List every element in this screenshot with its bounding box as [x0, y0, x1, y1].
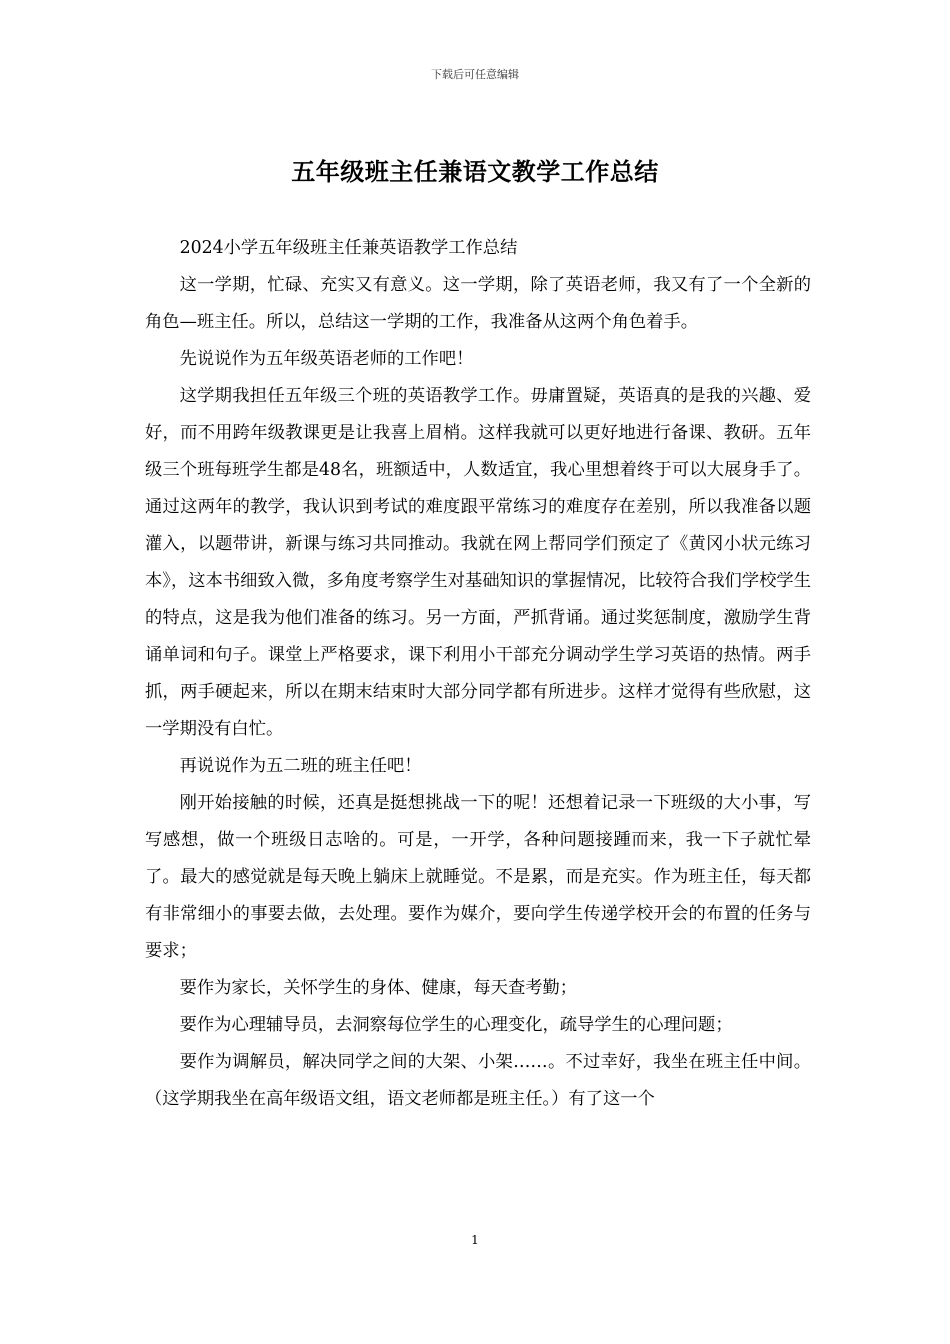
paragraph: 刚开始接触的时候，还真是挺想挑战一下的呢！还想着记录一下班级的大小事，写写感想，做一个班级日志啥的。可是，一开学，各种问题接踵而来，我一下子就忙晕了。最大的感觉就是每天晚上躺床上就睡觉。不是累，而是充实。作为班主任，每天都有非常细小的事要去做，去处理。要作为媒介，要向学生传递学校开会的布置的任务与要求； [145, 793, 811, 961]
paragraph: 2024小学五年级班主任兼英语教学工作总结 [179, 238, 518, 258]
document-title: 五年级班主任兼语文教学工作总结 [291, 157, 659, 186]
paragraph: 先说说作为五年级英语老师的工作吧！ [179, 349, 474, 369]
paragraph: 要作为调解员，解决同学之间的大架、小架……。不过幸好，我坐在班主任中间。（这学期我坐在高年级语文组，语文老师都是班主任。）有了这一个 [145, 1052, 811, 1109]
paragraph: 这学期我担任五年级三个班的英语教学工作。毋庸置疑，英语真的是我的兴趣、爱好，而不用跨年级教课更是让我喜上眉梢。这样我就可以更好地进行备课、教研。五年级三个班每班学生都是48名，班额适中，人数适宜，我心里想着终于可以大展身手了。通过这两年的教学，我认识到考试的难度跟平常练习的难度存在差别，所以我准备以题灌入，以题带讲，新课与练习共同推动。我就在网上帮同学们预定了《黄冈小状元练习本》，这本书细致入微，多角度考察学生对基础知识的掌握情况，比较符合我们学校学生的特点，这是我为他们准备的练习。另一方面，严抓背诵。通过奖惩制度，激励学生背诵单词和句子。课堂上严格要求，课下利用小干部充分调动学生学习英语的热情。两手抓，两手硬起来，所以在期末结束时大部分同学都有所进步。这样才觉得有些欣慰，这一学期没有白忙。 [145, 386, 811, 739]
paragraph: 这一学期，忙碌、充实又有意义。这一学期，除了英语老师，我又有了一个全新的角色—班主任。所以，总结这一学期的工作，我准备从这两个角色着手。 [145, 275, 811, 332]
page-number: 1 [471, 1233, 479, 1247]
paragraph: 要作为家长，关怀学生的身体、健康，每天查考勤； [179, 978, 578, 998]
header-note: 下载后可任意编辑 [431, 68, 519, 81]
paragraph: 要作为心理辅导员，去洞察每位学生的心理变化，疏导学生的心理问题； [179, 1015, 733, 1035]
document-body [145, 230, 811, 1118]
paragraph: 再说说作为五二班的班主任吧！ [179, 756, 422, 776]
